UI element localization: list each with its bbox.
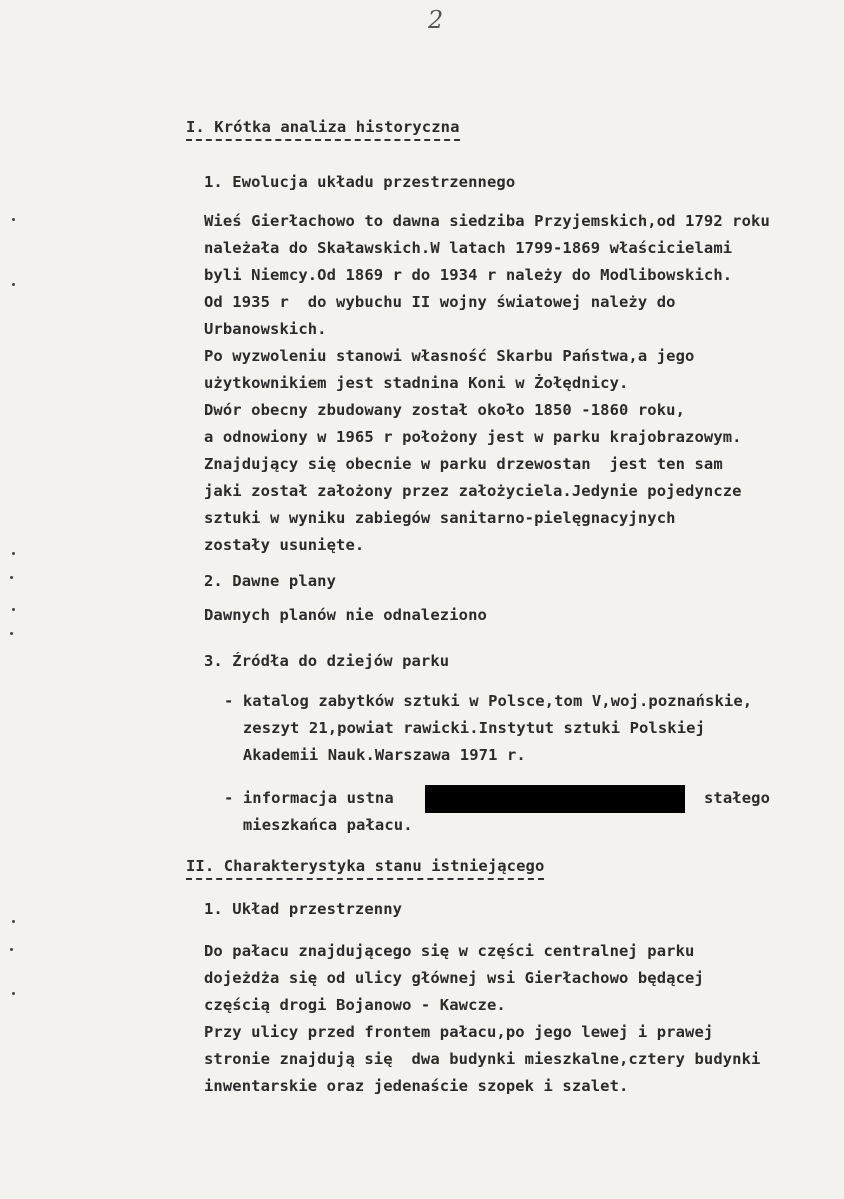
page-number: 2	[428, 6, 444, 34]
text-line: użytkownikiem jest stadnina Koni w Żołędnicy.	[204, 374, 629, 392]
margin-mark	[12, 920, 15, 923]
subsection-2-1-heading: 1. Układ przestrzenny	[204, 900, 403, 918]
margin-mark	[10, 632, 13, 635]
text-line: Znajdujący się obecnie w parku drzewostan jest ten sam	[204, 455, 723, 473]
subsection-3-heading: 3. Źródła do dziejów parku	[204, 652, 450, 670]
margin-mark	[12, 218, 15, 221]
text-line: stronie znajdują się dwa budynki mieszkalne,cztery budynki	[204, 1050, 761, 1068]
text-line: Wieś Gierłachowo to dawna siedziba Przyjemskich,od 1792 roku	[204, 212, 770, 230]
text-line: - katalog zabytków sztuki w Polsce,tom V,woj.poznańskie,	[224, 692, 753, 710]
text-line: jaki został założony przez założyciela.Jedynie pojedyncze	[204, 482, 742, 500]
text-line: Przy ulicy przed frontem pałacu,po jego lewej i prawej	[204, 1023, 714, 1041]
text-line: inwentarskie oraz jedenaście szopek i szalet.	[204, 1077, 629, 1095]
subsection-1-heading: 1. Ewolucja układu przestrzennego	[204, 173, 516, 191]
text-line: byli Niemcy.Od 1869 r do 1934 r należy do Modlibowskich.	[204, 266, 733, 284]
text-line: sztuki w wyniku zabiegów sanitarno-pielęgnacyjnych	[204, 509, 676, 527]
margin-mark	[12, 283, 15, 286]
text-line: zostały usunięte.	[204, 536, 365, 554]
section-2-heading: II. Charakterystyka stanu istniejącego	[186, 857, 544, 880]
text-line: Do pałacu znajdującego się w części centralnej parku	[204, 942, 695, 960]
text-line: Po wyzwoleniu stanowi własność Skarbu Państwa,a jego	[204, 347, 695, 365]
text-line: - informacja ustna	[224, 789, 394, 807]
section-1-heading: I. Krótka analiza historyczna	[186, 118, 460, 141]
margin-mark	[10, 948, 13, 951]
margin-mark	[12, 608, 15, 611]
text-line: Urbanowskich.	[204, 320, 327, 338]
text-line: stałego	[704, 789, 771, 807]
text-line: Akademii Nauk.Warszawa 1971 r.	[224, 746, 526, 764]
text-line: Od 1935 r do wybuchu II wojny światowej należy do	[204, 293, 676, 311]
plans-text: Dawnych planów nie odnaleziono	[204, 606, 487, 624]
text-line: dojeżdża się od ulicy głównej wsi Gierłachowo będącej	[204, 969, 704, 987]
margin-mark	[10, 576, 13, 579]
text-line: Dwór obecny zbudowany został około 1850 -1860 roku,	[204, 401, 686, 419]
subsection-2-heading: 2. Dawne plany	[204, 572, 337, 590]
text-line: częścią drogi Bojanowo - Kawcze.	[204, 996, 506, 1014]
margin-mark	[12, 552, 15, 555]
text-line: mieszkańca pałacu.	[224, 816, 413, 834]
margin-mark	[12, 992, 15, 995]
redaction-bar	[425, 785, 685, 813]
text-line: należała do Skaławskich.W latach 1799-1869 właścicielami	[204, 239, 733, 257]
text-line: zeszyt 21,powiat rawicki.Instytut sztuki Polskiej	[224, 719, 706, 737]
text-line: a odnowiony w 1965 r położony jest w parku krajobrazowym.	[204, 428, 742, 446]
